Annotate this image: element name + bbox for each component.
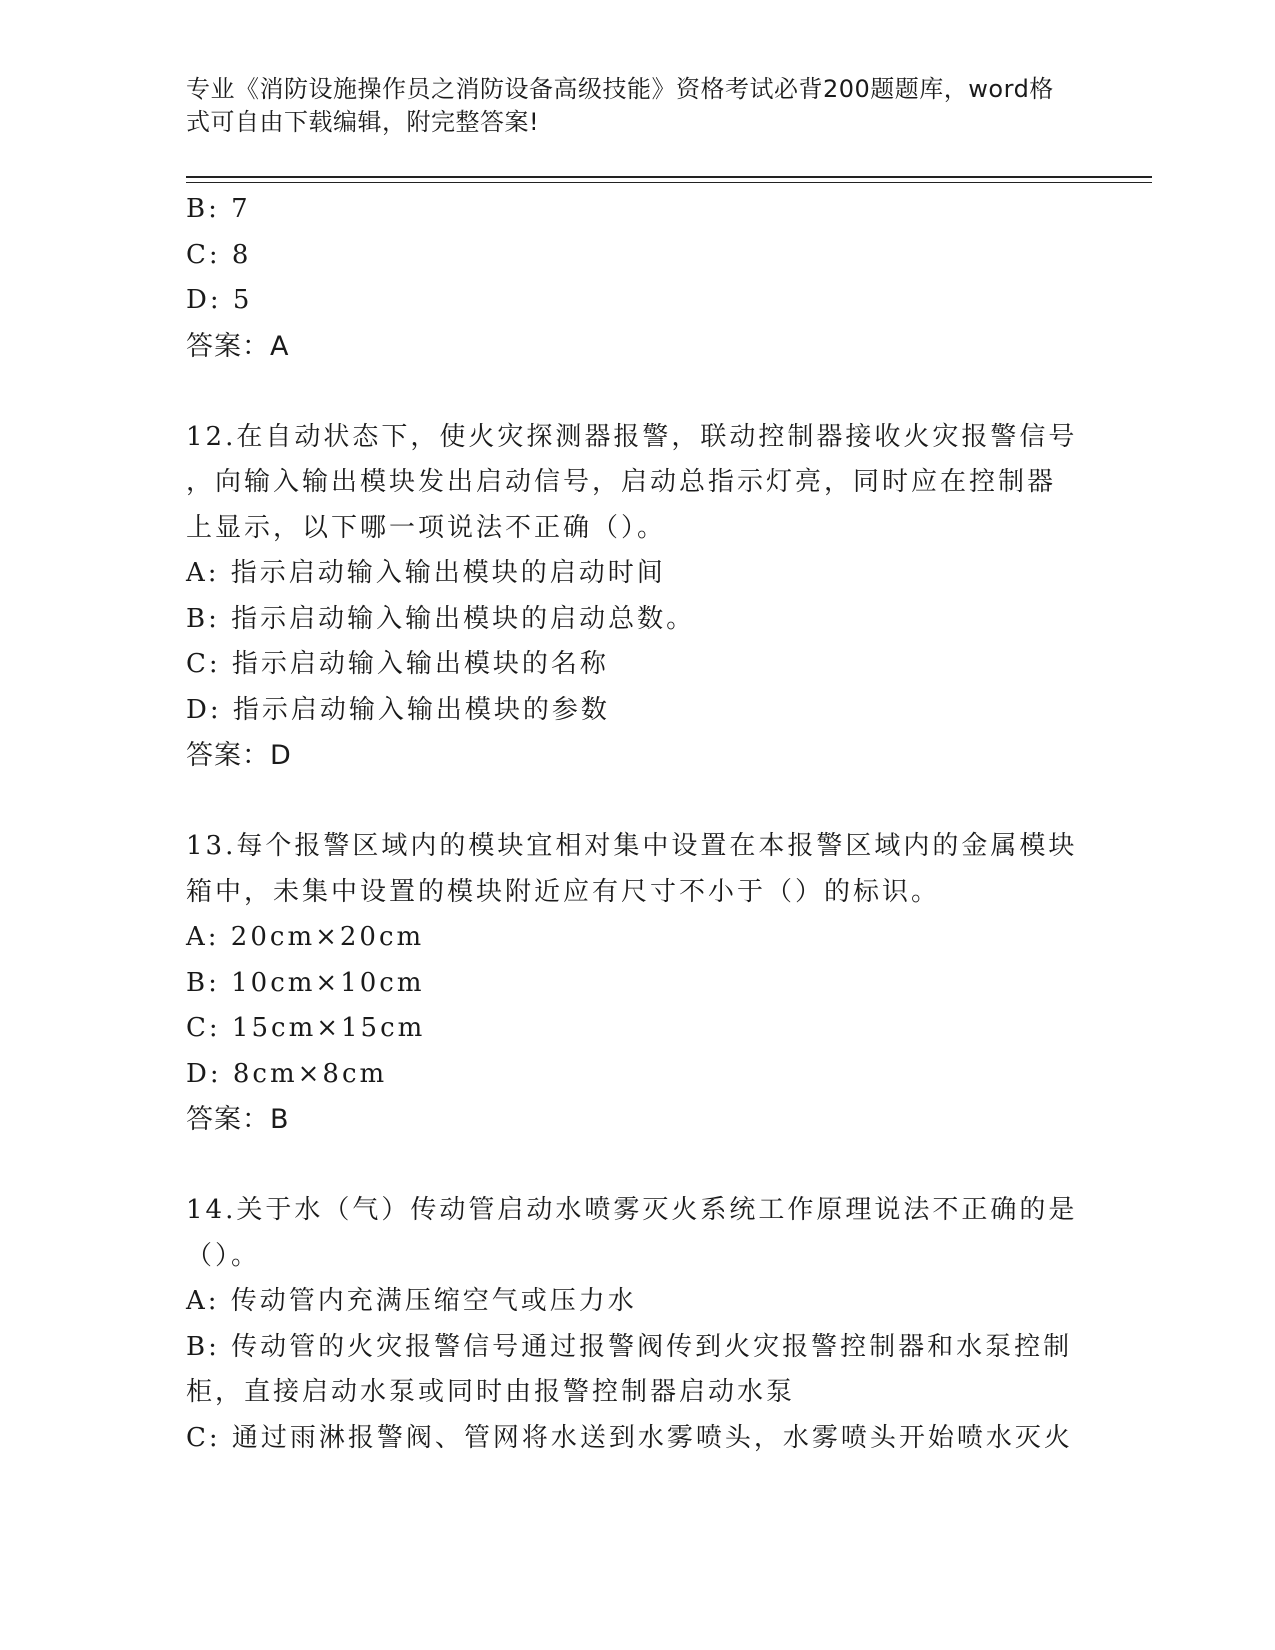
question-text-line: 13.每个报警区域内的模块宜相对集中设置在本报警区域内的金属模块: [186, 831, 1078, 861]
question-text-line: 上显示，以下哪一项说法不正确（）。: [186, 512, 667, 543]
option-d: D: 指示启动输入输出模块的参数: [186, 694, 610, 725]
answer-line: 答案：D: [186, 740, 292, 771]
question-11-continued: [186, 187, 1086, 369]
option-d: D: 8cm×8cm: [186, 1058, 388, 1089]
option-a: A: 指示启动输入输出模块的启动时间: [186, 558, 666, 588]
option-a: A: 20cm×20cm: [186, 922, 425, 952]
spacer: [186, 369, 1086, 415]
question-text-line: 12.在自动状态下，使火灾探测器报警，联动控制器接收火灾报警信号: [186, 421, 1078, 452]
option-d: D: 5: [186, 285, 253, 315]
option-c: C: 通过雨淋报警阀、管网将水送到水雾喷头，水雾喷头开始喷水灭火: [186, 1422, 1073, 1453]
option-b: B: 10cm×10cm: [186, 967, 425, 998]
spacer: [186, 779, 1086, 825]
spacer: [186, 1143, 1086, 1189]
question-14: [186, 1188, 1086, 1461]
option-b: B: 指示启动输入输出模块的启动总数。: [186, 603, 696, 634]
document-body: [186, 187, 1086, 1461]
option-b: B: 7: [186, 194, 251, 224]
option-c: C: 15cm×15cm: [186, 1013, 426, 1043]
header-divider-thin: [186, 182, 1152, 183]
header-line-1: 专业《消防设施操作员之消防设备高级技能》资格考试必背200题题库，word格: [186, 75, 1054, 103]
answer-line: 答案：A: [186, 330, 290, 362]
option-c: C: 指示启动输入输出模块的名称: [186, 649, 609, 679]
document-header: [186, 73, 1066, 139]
question-text-line: ，向输入输出模块发出启动信号，启动总指示灯亮，同时应在控制器: [186, 467, 1057, 497]
question-12: [186, 415, 1086, 779]
option-b: B: 传动管的火灾报警信号通过报警阀传到火灾报警控制器和水泵控制: [186, 1331, 1073, 1362]
header-divider-thick: [186, 176, 1152, 178]
option-b-continued: 柜，直接启动水泵或同时由报警控制器启动水泵: [186, 1377, 796, 1407]
question-text-line: 箱中，未集中设置的模块附近应有尺寸不小于（）的标识。: [186, 876, 941, 907]
question-text-line: （）。: [186, 1240, 261, 1271]
option-c: C: 8: [186, 239, 252, 270]
answer-line: 答案：B: [186, 1104, 290, 1135]
option-a: A: 传动管内充满压缩空气或压力水: [186, 1286, 637, 1316]
header-line-2: 式可自由下载编辑，附完整答案!: [186, 108, 540, 136]
question-text-line: 14.关于水（气）传动管启动水喷雾灭火系统工作原理说法不正确的是: [186, 1195, 1078, 1225]
question-13: [186, 824, 1086, 1143]
